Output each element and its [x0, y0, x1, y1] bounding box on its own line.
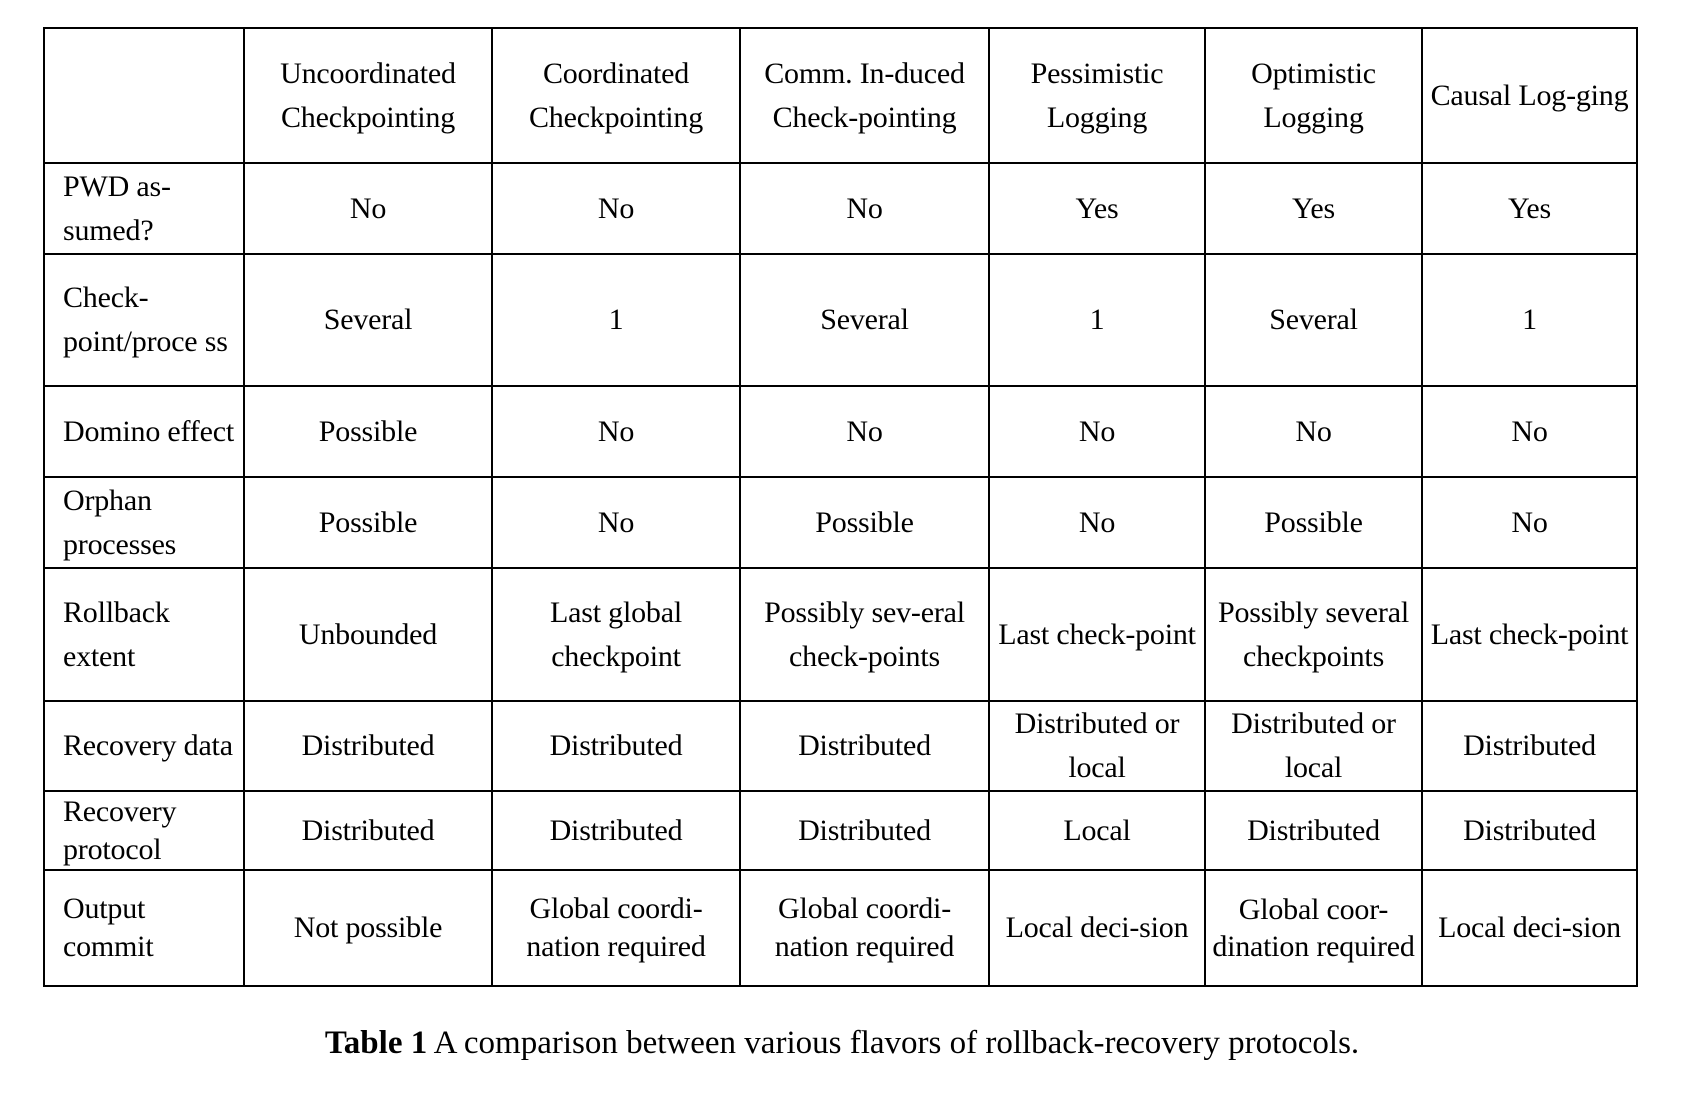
table-cell: Distributed — [244, 701, 492, 791]
table-cell: Several — [244, 254, 492, 386]
table-cell: Not possible — [244, 870, 492, 986]
table-cell: Possible — [740, 477, 989, 568]
table-row — [44, 386, 1637, 477]
table-cell: Possibly sev-eral check-points — [740, 568, 989, 701]
table-cell: Unbounded — [244, 568, 492, 701]
table-cell: Last check-point — [989, 568, 1205, 701]
table-cell: Global coor-dination required — [1205, 870, 1422, 986]
row-label: Recovery protocol — [44, 791, 244, 870]
table-cell: No — [1422, 477, 1637, 568]
table-cell: Local — [989, 791, 1205, 870]
table-cell: No — [740, 386, 989, 477]
table-cell: Possible — [244, 386, 492, 477]
header-cell: Pessimistic Logging — [989, 28, 1205, 163]
table-cell: Distributed or local — [1205, 701, 1422, 791]
table-cell: 1 — [492, 254, 740, 386]
table-cell: Last check-point — [1422, 568, 1637, 701]
table-row — [44, 163, 1637, 254]
table-row — [44, 791, 1637, 870]
table-row — [44, 870, 1637, 986]
table-cell: No — [1205, 386, 1422, 477]
table-cell: Global coordi-nation required — [740, 870, 989, 986]
header-cell: Coordinated Checkpointing — [492, 28, 740, 163]
table-cell: Local deci-sion — [1422, 870, 1637, 986]
table-cell: Distributed — [244, 791, 492, 870]
table-cell: Yes — [1422, 163, 1637, 254]
table-cell: Distributed — [740, 791, 989, 870]
table-cell: Local deci-sion — [989, 870, 1205, 986]
table-cell: Possible — [244, 477, 492, 568]
row-label: Recovery data — [44, 701, 244, 791]
table-cell: No — [492, 386, 740, 477]
row-label: Output commit — [44, 870, 244, 986]
table-cell: Last global checkpoint — [492, 568, 740, 701]
table-row — [44, 568, 1637, 701]
header-cell: Optimistic Logging — [1205, 28, 1422, 163]
table-cell: Distributed — [492, 791, 740, 870]
row-label: Check-point/proce ss — [44, 254, 244, 386]
row-label: Rollback extent — [44, 568, 244, 701]
header-cell: Causal Log-ging — [1422, 28, 1637, 163]
table-cell: Several — [740, 254, 989, 386]
table-cell: No — [989, 386, 1205, 477]
table-cell: Possibly several checkpoints — [1205, 568, 1422, 701]
header-cell: Comm. In-duced Check-pointing — [740, 28, 989, 163]
comparison-table — [43, 27, 1638, 987]
table-cell: No — [989, 477, 1205, 568]
table-cell: Distributed or local — [989, 701, 1205, 791]
caption-label: Table 1 — [324, 1025, 428, 1061]
row-label: Domino effect — [44, 386, 244, 477]
table-cell: Distributed — [1205, 791, 1422, 870]
table-caption — [0, 1025, 1684, 1062]
table-cell: Distributed — [1422, 791, 1637, 870]
table-row — [44, 254, 1637, 386]
header-cell: Uncoordinated Checkpointing — [244, 28, 492, 163]
table-cell: Distributed — [740, 701, 989, 791]
table-cell: Distributed — [1422, 701, 1637, 791]
header-row — [44, 28, 1637, 163]
table-cell: Distributed — [492, 701, 740, 791]
table-row — [44, 701, 1637, 791]
table-cell: No — [492, 477, 740, 568]
table-cell: Global coordi-nation required — [492, 870, 740, 986]
table-cell: Possible — [1205, 477, 1422, 568]
table-cell: Yes — [989, 163, 1205, 254]
table-cell: Yes — [1205, 163, 1422, 254]
table-cell: No — [1422, 386, 1637, 477]
table-cell: No — [492, 163, 740, 254]
header-cell — [44, 28, 244, 163]
table-cell: 1 — [989, 254, 1205, 386]
table-cell: Several — [1205, 254, 1422, 386]
table-cell: 1 — [1422, 254, 1637, 386]
table-cell: No — [244, 163, 492, 254]
table-cell: No — [740, 163, 989, 254]
caption-text: A comparison between various flavors of rollback-recovery protocols. — [427, 1025, 1360, 1061]
table-row — [44, 477, 1637, 568]
row-label: PWD as-sumed? — [44, 163, 244, 254]
row-label: Orphan processes — [44, 477, 244, 568]
